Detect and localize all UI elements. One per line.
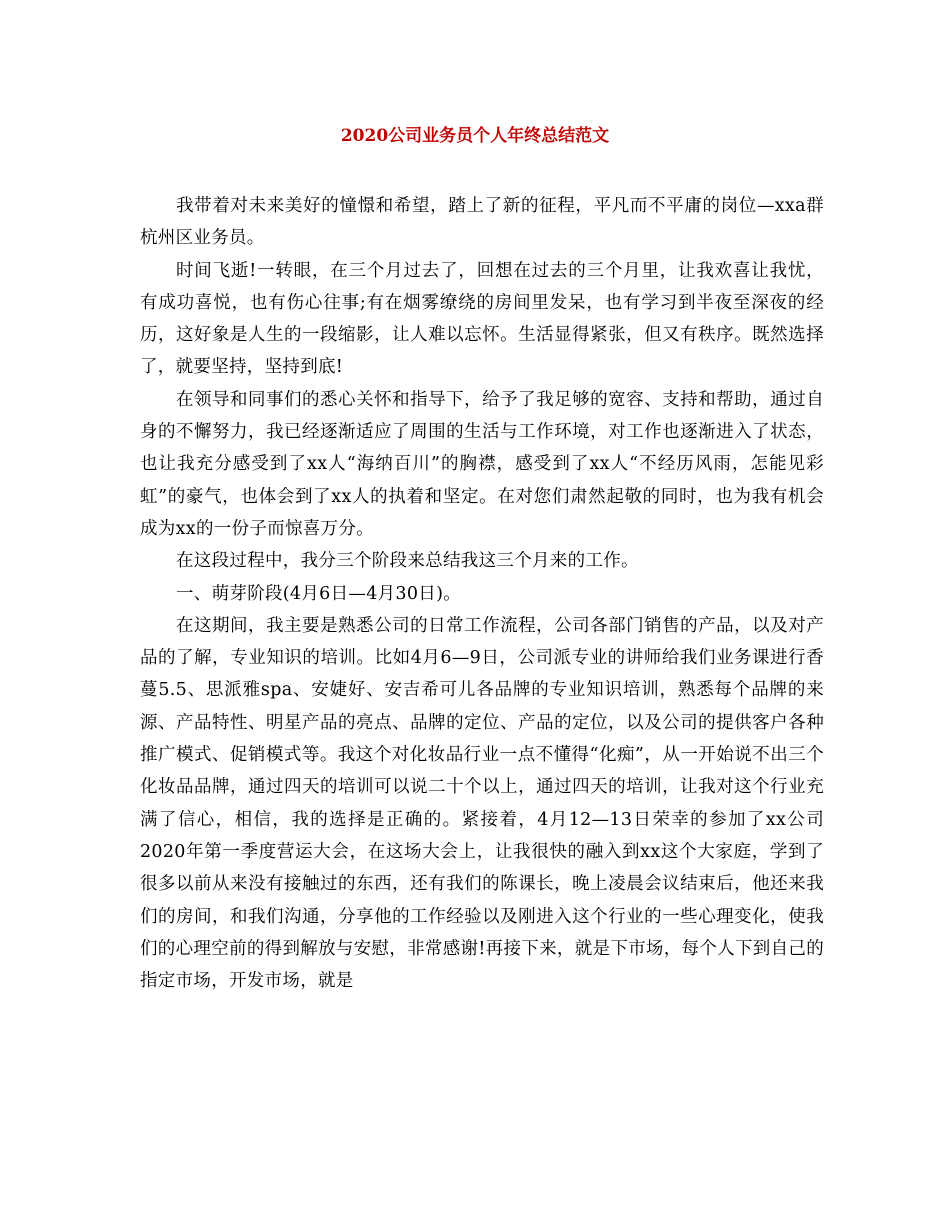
- paragraph-sprout-stage-detail: 在这期间，我主要是熟悉公司的日常工作流程，公司各部门销售的产品，以及对产品的了解，专业知识的培训。比如4月6—9日，公司派专业的讲师给我们业务课进行香蔓5.5、思派雅spa、安婕好、安吉希可儿各品牌的专业知识培训，熟悉每个品牌的来源、产品特性、明星产品的亮点、品牌的定位、产品的定位，以及公司的提供客户各种推广模式、促销模式等。我这个对化妆品行业一点不懂得“化痴”，从一开始说不出三个化妆品品牌，通过四天的培训可以说二十个以上，通过四天的培训，让我对这个行业充满了信心，相信，我的选择是正确的。紧接着，4月12—13日荣幸的参加了xx公司2020年第一季度营运大会，在这场大会上，让我很快的融入到xx这个大家庭，学到了很多以前从来没有接触过的东西，还有我们的陈课长，晚上凌晨会议结束后，他还来我们的房间，和我们沟通，分享他的工作经验以及刚进入这个行业的一些心理变化，使我们的心理空前的得到解放与安慰，非常感谢!再接下来，就是下市场，每个人下到自己的指定市场，开发市场，就是: [140, 615, 824, 992]
- document-body: [140, 190, 824, 997]
- paragraph-three-stages: 在这段过程中，我分三个阶段来总结我这三个月来的工作。: [176, 551, 639, 572]
- paragraph-time-flies: 时间飞逝!一转眼，在三个月过去了，回想在过去的三个月里，让我欢喜让我忧，有成功喜悦，也有伤心往事;有在烟雾缭绕的房间里发呆，也有学习到半夜至深夜的经历，这好象是人生的一段缩影，让人难以忘怀。生活显得紧张，但又有秩序。既然选择了，就要坚持，坚持到底!: [140, 260, 824, 378]
- paragraph-guidance: 在领导和同事们的悉心关怀和指导下，给予了我足够的宽容、支持和帮助，通过自身的不懈努力，我已经逐渐适应了周围的生活与工作环境，对工作也逐渐进入了状态，也让我充分感受到了xx人“海纳百川”的胸襟，感受到了xx人“不经历风雨，怎能见彩虹”的豪气，也体会到了xx人的执着和坚定。在对您们肃然起敬的同时，也为我有机会成为xx的一份子而惊喜万分。: [140, 389, 824, 539]
- paragraph-intro: 我带着对未来美好的憧憬和希望，踏上了新的征程，平凡而不平庸的岗位—xxa群杭州区业务员。: [140, 196, 824, 249]
- document-title: 2020公司业务员个人年终总结范文: [340, 126, 610, 146]
- section-heading-sprout-stage: 一、萌芽阶段(4月6日—4月30日)。: [176, 583, 462, 604]
